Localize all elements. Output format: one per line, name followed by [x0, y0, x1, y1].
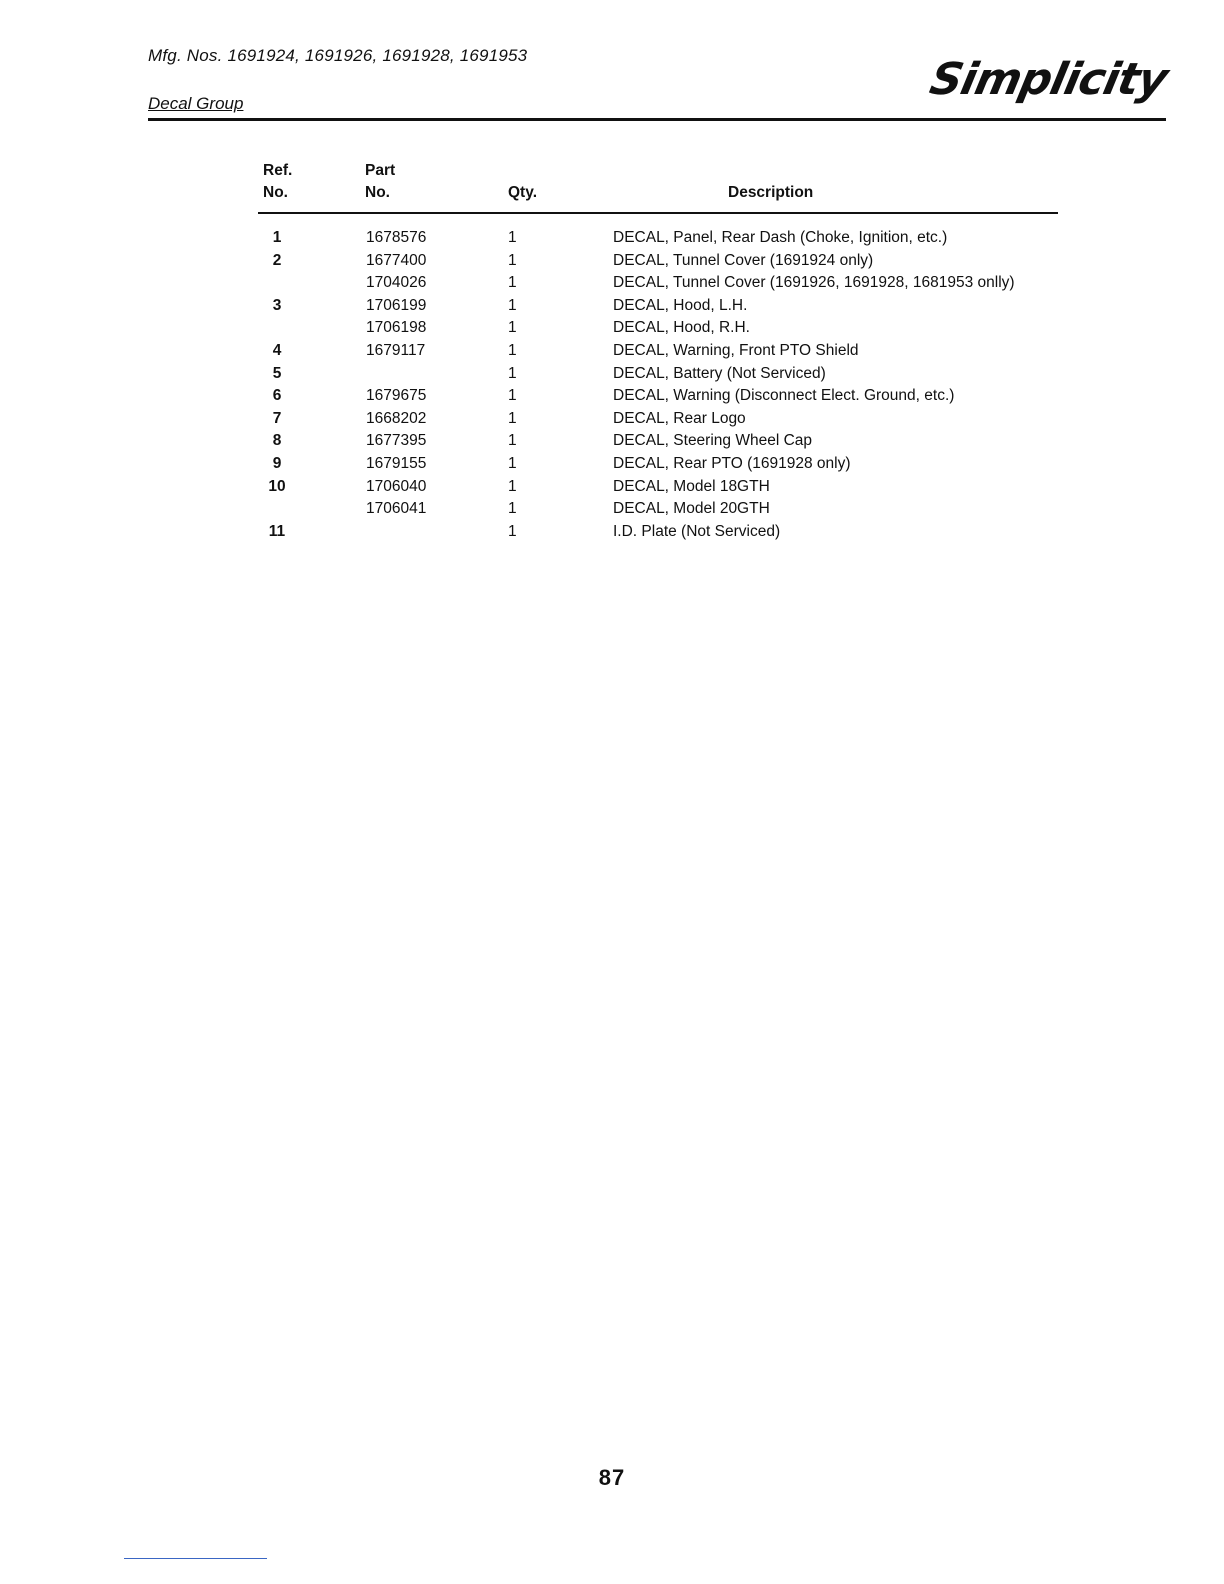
- row-part-number: 1679117: [366, 341, 426, 359]
- table-row: [258, 453, 1078, 476]
- row-ref: 11: [268, 522, 286, 540]
- row-description: DECAL, Steering Wheel Cap: [613, 432, 813, 450]
- row-qty: 1: [508, 409, 517, 427]
- header-rule: [148, 118, 1166, 121]
- row-part-number: 1704026: [366, 274, 427, 292]
- row-ref: 4: [272, 341, 282, 359]
- row-ref: 6: [272, 387, 282, 405]
- table-row: [258, 408, 1078, 431]
- table-row: [258, 250, 1078, 273]
- row-description: DECAL, Battery (Not Serviced): [613, 364, 826, 382]
- row-part-number: 1678576: [366, 229, 427, 246]
- col-part-label: Part: [365, 162, 396, 179]
- row-description: DECAL, Rear Logo: [613, 409, 746, 427]
- row-part-number: 1706198: [366, 319, 427, 337]
- page-number: 87: [598, 1465, 626, 1490]
- table-row: [258, 363, 1078, 386]
- table-row: [258, 498, 1078, 521]
- col-ref-no-label: No.: [263, 184, 288, 201]
- row-qty: 1: [508, 341, 517, 359]
- row-description: DECAL, Tunnel Cover (1691926, 1691928, 1681953 onlly): [613, 274, 1015, 292]
- row-ref: 2: [272, 251, 282, 269]
- col-ref-header: [263, 160, 292, 204]
- row-description: I.D. Plate (Not Serviced): [613, 522, 781, 540]
- table-row: [258, 272, 1078, 295]
- row-qty: 1: [508, 296, 517, 314]
- footer-line: [124, 1558, 267, 1559]
- table-row: [258, 430, 1078, 453]
- row-ref: 8: [272, 432, 282, 450]
- row-qty: 1: [508, 454, 517, 472]
- row-ref: 3: [272, 296, 282, 314]
- row-part-number: 1706199: [366, 296, 427, 314]
- mfg-numbers: Mfg. Nos. 1691924, 1691926, 1691928, 1691953: [148, 46, 528, 65]
- row-ref: 10: [268, 477, 286, 495]
- row-description: DECAL, Rear PTO (1691928 only): [613, 454, 851, 472]
- table-row: [258, 295, 1078, 318]
- table-row: [258, 385, 1078, 408]
- row-description: DECAL, Hood, R.H.: [613, 319, 750, 337]
- row-description: DECAL, Warning, Front PTO Shield: [613, 341, 859, 359]
- row-ref: 9: [272, 454, 282, 472]
- row-description: DECAL, Model 20GTH: [613, 500, 770, 518]
- row-qty: 1: [508, 364, 517, 382]
- row-qty: 1: [508, 251, 517, 269]
- row-qty: 1: [508, 500, 517, 518]
- row-part-number: 1706040: [366, 477, 427, 495]
- row-part-number: 1677400: [366, 251, 427, 269]
- brand-logo: Simplicity: [925, 54, 1172, 105]
- col-part-header: [365, 160, 395, 204]
- table-row: [258, 227, 1078, 250]
- row-qty: 1: [508, 387, 517, 405]
- table-row: [258, 476, 1078, 499]
- row-description: DECAL, Panel, Rear Dash (Choke, Ignition, etc.): [613, 229, 948, 246]
- row-description: DECAL, Model 18GTH: [613, 477, 770, 495]
- row-qty: 1: [508, 229, 517, 246]
- row-description: DECAL, Warning (Disconnect Elect. Ground, etc.): [613, 387, 955, 405]
- row-description: DECAL, Tunnel Cover (1691924 only): [613, 251, 874, 269]
- row-ref: 5: [272, 364, 282, 382]
- row-part-number: 1706041: [366, 500, 427, 518]
- row-description: DECAL, Hood, L.H.: [613, 296, 748, 314]
- table-header: [258, 160, 1058, 214]
- table-body: [258, 227, 1078, 543]
- row-part-number: 1679675: [366, 387, 427, 405]
- row-qty: 1: [508, 274, 517, 292]
- col-ref-label: Ref.: [263, 162, 293, 179]
- col-qty-header: Qty.: [508, 184, 537, 201]
- table-row: [258, 317, 1078, 340]
- row-part-number: 1677395: [366, 432, 427, 450]
- row-ref: 7: [272, 409, 282, 427]
- table-row: [258, 340, 1078, 363]
- row-part-number: 1679155: [366, 454, 427, 472]
- row-qty: 1: [508, 432, 517, 450]
- row-part-number: 1668202: [366, 409, 427, 427]
- col-description-header: Description: [728, 184, 814, 201]
- row-qty: 1: [508, 319, 517, 337]
- col-part-no-label: No.: [365, 184, 390, 201]
- table-row: [258, 521, 1078, 544]
- section-title: Decal Group: [148, 94, 244, 113]
- row-qty: 1: [508, 477, 517, 495]
- row-qty: 1: [508, 522, 517, 540]
- parts-table: [258, 160, 1078, 543]
- row-ref: 1: [272, 229, 282, 246]
